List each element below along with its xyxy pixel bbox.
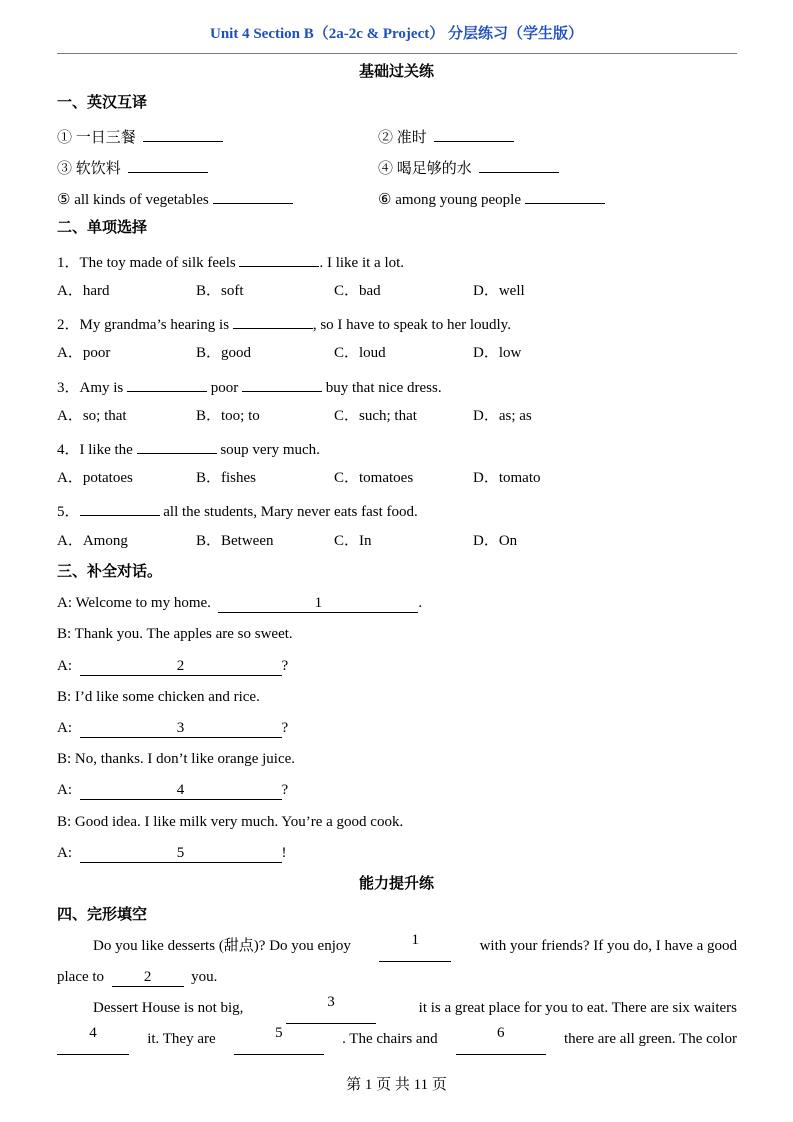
section-title-basic: 基础过关练 [358,64,434,80]
q5-option-d[interactable]: D．On [473,533,518,549]
q4-option-d[interactable]: D．tomato [473,470,541,486]
q4-option-b[interactable]: B．fishes [196,470,257,486]
dialogue-blank-3[interactable]: 3 [80,719,282,738]
passage-text: Do you like desserts (甜点)? Do you enjoy [93,938,351,954]
question-text: buy that nice dress. [325,380,442,396]
q3-option-d[interactable]: D．as; as [473,408,532,424]
answer-blank[interactable] [80,499,160,516]
answer-blank[interactable] [233,312,313,329]
dialogue-text: ? [281,782,289,798]
page-number-footer: 第 1 页 共 11 页 [346,1077,447,1093]
q1-option-d[interactable]: D．well [473,283,525,299]
item-text: ⑤ all kinds of vegetables [57,192,209,208]
part4-heading: 四、完形填空 [57,907,148,923]
q4-option-a[interactable]: A．potatoes [57,470,133,486]
answer-blank[interactable] [127,375,207,392]
passage-text: . The chairs and [342,1031,438,1047]
q5-option-b[interactable]: B．Between [196,533,274,549]
passage-text: you. [191,969,218,985]
answer-blank[interactable] [143,125,223,142]
question-1 [57,250,404,273]
answer-blank[interactable] [525,187,605,204]
q1-option-c[interactable]: C．bad [334,283,381,299]
passage-text: it. They are [147,1031,216,1047]
part1-item-5 [57,187,293,210]
q3-option-c[interactable]: C．such; that [334,408,417,424]
q5-option-a[interactable]: A．Among [57,533,128,549]
passage-text: there are all green. The color [564,1031,737,1047]
q2-option-c[interactable]: C．loud [334,345,386,361]
answer-blank[interactable] [242,375,322,392]
dialogue-line-7 [57,780,288,800]
dialogue-line-9 [57,843,287,863]
question-3 [57,375,442,398]
question-text: 3．Amy is [57,380,124,396]
item-text: ③ 软饮料 [57,161,121,177]
part1-item-4 [378,156,559,179]
q3-option-a[interactable]: A．so; that [57,408,127,424]
answer-blank[interactable] [128,156,208,173]
dialogue-blank-2[interactable]: 2 [80,657,282,676]
cloze-blank-4[interactable]: 4 [57,1024,129,1055]
passage-text: with your friends? If you do, I have a good [479,938,737,954]
dialogue-text: A: [57,658,72,674]
answer-blank[interactable] [137,437,217,454]
question-text: 1．The toy made of silk feels [57,255,236,271]
answer-blank[interactable] [213,187,293,204]
section-title-advanced: 能力提升练 [358,876,434,892]
passage-line-2 [57,962,737,993]
dialogue-line-6: B: No, thanks. I don’t like orange juice. [57,751,296,767]
passage-line-3 [57,993,737,1024]
dialogue-blank-1[interactable]: 1 [218,594,418,613]
q1-option-a[interactable]: A．hard [57,283,110,299]
q2-option-a[interactable]: A．poor [57,345,111,361]
dialogue-line-3 [57,656,288,676]
dialogue-text: A: [57,720,72,736]
dialogue-line-1 [57,593,422,613]
question-2 [57,312,511,335]
dialogue-text: A: Welcome to my home. [57,595,211,611]
part1-item-3 [57,156,208,179]
cloze-passage [57,931,737,1055]
dialogue-line-4: B: I’d like some chicken and rice. [57,689,260,705]
dialogue-text: ? [281,658,289,674]
part1-item-2 [378,125,514,148]
answer-blank[interactable] [479,156,559,173]
part1-item-1 [57,125,223,148]
item-text: ① 一日三餐 [57,130,136,146]
part2-heading: 二、单项选择 [57,220,148,236]
passage-text: Dessert House is not big, [93,1000,244,1016]
item-text: ⑥ among young people [378,192,522,208]
dialogue-text: ! [281,845,287,861]
question-text: , so I have to speak to her loudly. [312,317,511,333]
passage-text: it is a great place for you to eat. There are six waiters [418,1000,737,1016]
cloze-blank-1[interactable]: 1 [379,931,451,962]
header-divider [57,53,737,54]
q5-option-c[interactable]: C．In [334,533,372,549]
passage-line-4 [57,1024,737,1055]
dialogue-text: A: [57,845,72,861]
q2-option-b[interactable]: B．good [196,345,252,361]
dialogue-text: A: [57,782,72,798]
question-text: 4．I like the [57,442,133,458]
cloze-blank-5[interactable]: 5 [234,1024,324,1055]
passage-line-1 [57,931,737,962]
q3-option-b[interactable]: B．too; to [196,408,260,424]
cloze-blank-6[interactable]: 6 [456,1024,546,1055]
dialogue-blank-5[interactable]: 5 [80,844,282,863]
question-text: 2．My grandma’s hearing is [57,317,230,333]
question-text: soup very much. [220,442,320,458]
dialogue-blank-4[interactable]: 4 [80,781,282,800]
q4-option-c[interactable]: C．tomatoes [334,470,414,486]
question-5 [57,499,418,522]
question-text: all the students, Mary never eats fast food. [163,504,418,520]
q2-option-d[interactable]: D．low [473,345,522,361]
question-text: . I like it a lot. [319,255,405,271]
document-header-title: Unit 4 Section B（2a-2c & Project） 分层练习（学生版） [209,26,583,42]
answer-blank[interactable] [239,250,319,267]
dialogue-line-8: B: Good idea. I like milk very much. You’re a good cook. [57,814,404,830]
cloze-blank-2[interactable]: 2 [112,968,184,987]
dialogue-line-2: B: Thank you. The apples are so sweet. [57,626,293,642]
dialogue-line-5 [57,718,288,738]
part1-item-6 [378,187,605,210]
answer-blank[interactable] [434,125,514,142]
question-text: 5． [57,504,80,520]
passage-text: place to [57,969,105,985]
part1-heading: 一、英汉互译 [57,95,148,111]
question-text: poor [210,380,239,396]
question-4 [57,437,320,460]
dialogue-text: . [418,595,423,611]
cloze-blank-3[interactable]: 3 [286,993,376,1024]
q1-option-b[interactable]: B．soft [196,283,244,299]
item-text: ② 准时 [378,130,427,146]
item-text: ④ 喝足够的水 [378,161,472,177]
part3-heading: 三、补全对话。 [57,564,163,580]
dialogue-text: ? [281,720,289,736]
